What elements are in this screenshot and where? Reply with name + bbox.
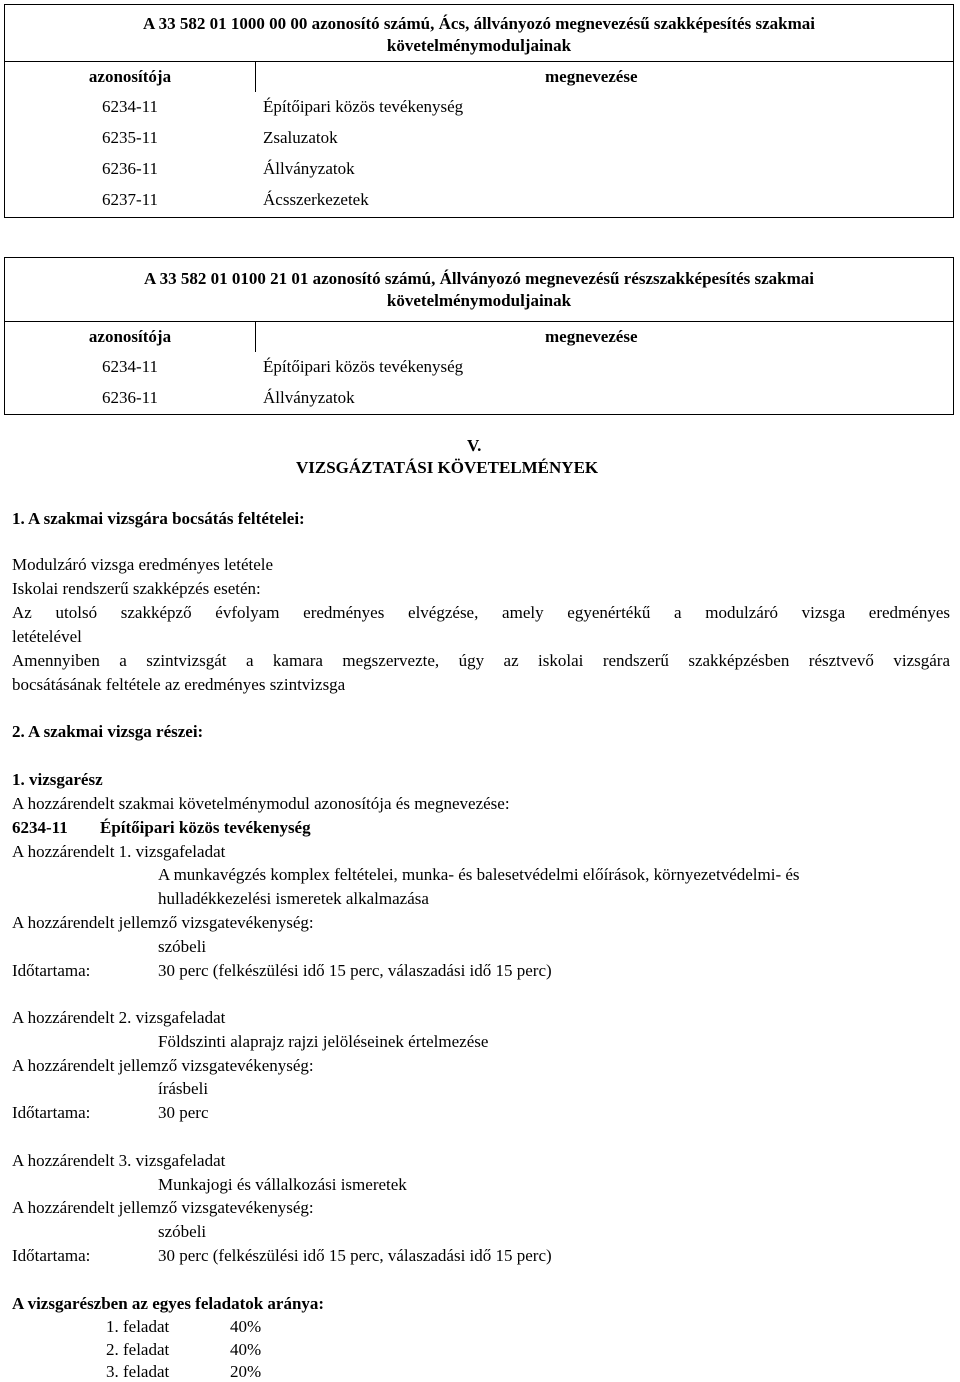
module-name: Állványzatok [263,388,355,407]
col-id-header: azonosítója [88,327,172,346]
task1-label: A hozzárendelt 1. vizsgafeladat [12,842,226,861]
col-name-header: megnevezése [545,327,638,346]
ratio-percent: 40% [230,1340,262,1359]
module-id: 6237-11 [101,190,159,209]
ratio-heading: A vizsgarészben az egyes feladatok aránya: [12,1294,325,1313]
module-id: 6236-11 [101,388,159,407]
task1-activity: szóbeli [158,937,207,956]
col-name-header: megnevezése [545,67,638,86]
task2-duration-label: Időtartama: [12,1103,91,1122]
task3-activity: szóbeli [158,1222,207,1241]
col-id-header: azonosítója [88,67,172,86]
task3-activity-label: A hozzárendelt jellemző vizsgatevékenység: [12,1198,314,1217]
ratio-task: 2. feladat [106,1340,170,1359]
module-name: Állványzatok [263,159,355,178]
task3-duration-label: Időtartama: [12,1246,91,1265]
s1-heading: 1. A szakmai vizsgára bocsátás feltételei: [12,509,305,528]
module-name: Ácsszerkezetek [263,190,369,209]
task2-duration: 30 perc [158,1103,209,1122]
task2-activity: írásbeli [158,1079,209,1098]
s1-para1-line1: Az utolsó szakképző évfolyam eredményes elvégzése, amely egyenértékű a modulzáró vizsga eredményes [12,603,950,622]
task2-label: A hozzárendelt 2. vizsgafeladat [12,1008,226,1027]
ratio-task: 3. feladat [106,1362,170,1381]
s1-para1-line2: letételével [12,627,82,646]
s1-para2-line1: Amennyiben a szintvizsgát a kamara megszervezte, úgy az iskolai rendszerű szakképzésben résztvevő vizsgára [12,651,950,670]
task3-duration: 30 perc (felkészülési idő 15 perc, válaszadási idő 15 perc) [158,1246,552,1265]
module-id: 6234-11 [101,357,159,376]
table-2-header [5,321,953,352]
ratio-percent: 40% [230,1317,262,1336]
s2-heading: 2. A szakmai vizsga részei: [12,722,204,741]
module-id: 6236-11 [101,159,159,178]
module-table-1 [4,4,954,218]
table-row [5,383,953,414]
module-name: Építőipari közös tevékenység [263,97,464,116]
s1-line1: Modulzáró vizsga eredményes letétele [12,555,274,574]
ratio-task: 1. feladat [106,1317,170,1336]
table-row [5,92,953,123]
table-row [5,123,953,154]
module-id: 6234-11 [101,97,159,116]
table-2-title: A 33 582 01 0100 21 01 azonosító számú, Állványozó megnevezésű részszakképesítés szakmai követelménymoduljainak [143,269,815,310]
table-row [5,185,953,217]
module-table-2 [4,257,954,415]
exam-part-title: 1. vizsgarész [12,770,103,789]
task3-desc-line1: Munkajogi és vállalkozási ismeretek [158,1175,407,1194]
task2-activity-label: A hozzárendelt jellemző vizsgatevékenység: [12,1056,314,1075]
task1-desc-line2: hulladékkezelési ismeretek alkalmazása [158,889,429,908]
task1-desc-line1: A munkavégzés komplex feltételei, munka- és balesetvédelmi előírások, környezetvédelmi- és [158,865,800,884]
table-1-header [5,61,953,92]
module-name: Építőipari közös tevékenység [263,357,464,376]
module-intro: A hozzárendelt szakmai követelménymodul azonosítója és megnevezése: [12,794,510,813]
table-1-title: A 33 582 01 1000 00 00 azonosító számú, Ács, állványozó megnevezésű szakképesítés szakmai követelménymoduljainak [143,14,815,55]
ratio-percent: 20% [230,1362,262,1381]
task1-activity-label: A hozzárendelt jellemző vizsgatevékenység: [12,913,314,932]
section-title: VIZSGÁZTATÁSI KÖVETELMÉNYEK [296,458,599,477]
task1-duration-label: Időtartama: [12,961,91,980]
task2-desc-line1: Földszinti alaprajz rajzi jelöléseinek értelmezése [158,1032,489,1051]
s1-line2: Iskolai rendszerű szakképzés esetén: [12,579,261,598]
module-id: 6235-11 [101,128,159,147]
module-name: Zsaluzatok [263,128,338,147]
module-name: Építőipari közös tevékenység [100,818,311,837]
table-row [5,352,953,383]
s1-para2-line2: bocsátásának feltétele az eredményes szintvizsga [12,675,346,694]
task1-duration: 30 perc (felkészülési idő 15 perc, válaszadási idő 15 perc) [158,961,552,980]
section-number: V. [467,436,482,455]
task3-label: A hozzárendelt 3. vizsgafeladat [12,1151,226,1170]
table-row [5,154,953,185]
module-id: 6234-11 [12,818,68,837]
column-divider [255,322,256,352]
column-divider [255,62,256,92]
